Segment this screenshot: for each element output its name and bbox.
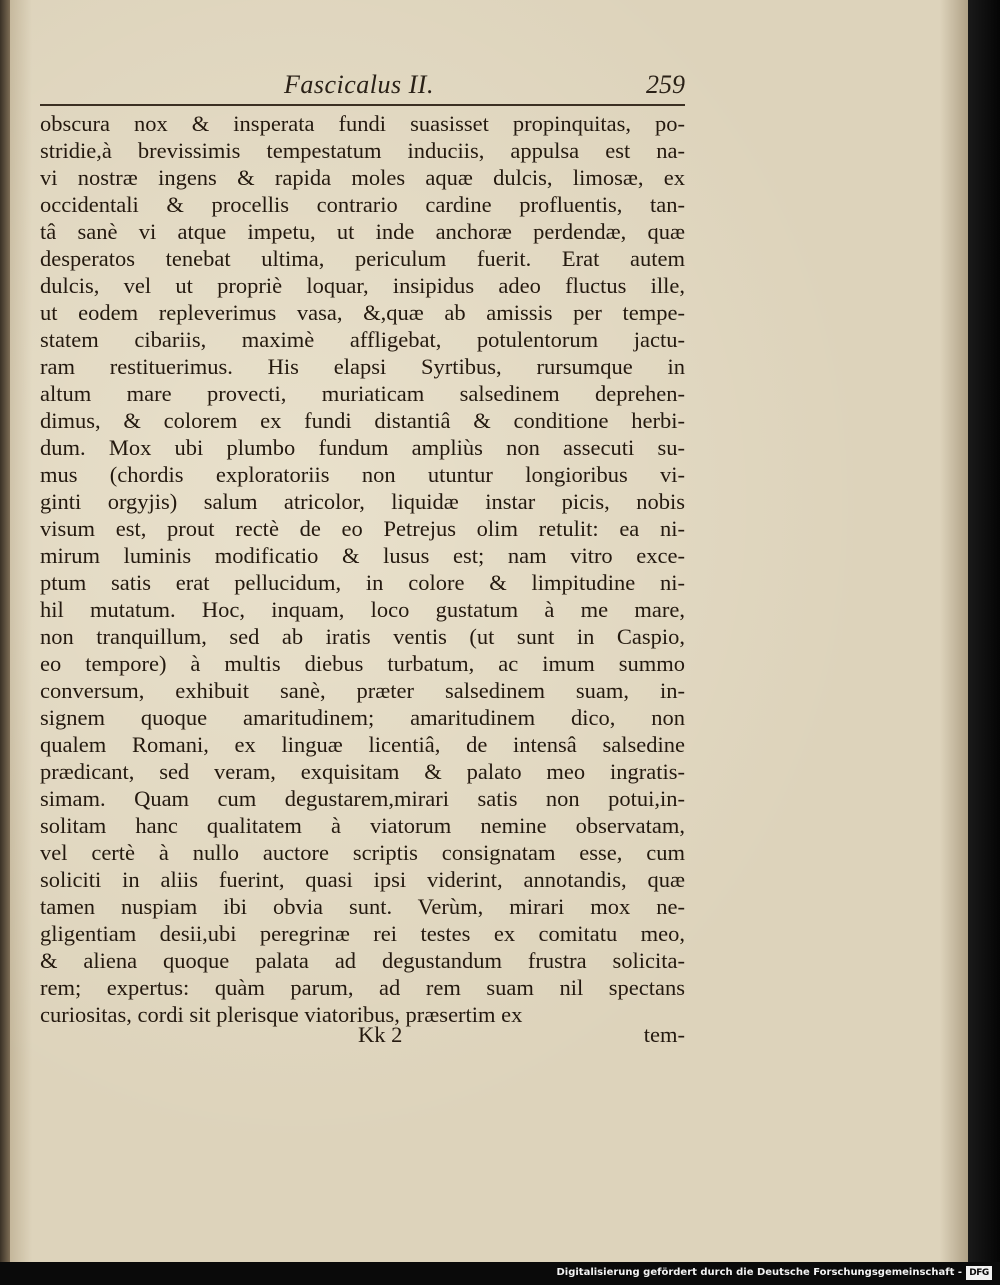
text-line: vel certè à nullo auctore scriptis consignatam esse, cum xyxy=(40,840,685,865)
text-line: mirum luminis modificatio & lusus est; nam vitro exce- xyxy=(40,543,685,568)
text-line: occidentali & procellis contrario cardine profluentis, tan- xyxy=(40,192,685,217)
text-line: tâ sanè vi atque impetu, ut inde anchoræ perdendæ, quæ xyxy=(40,219,685,244)
text-line: ram restituerimus. His elapsi Syrtibus, rursumque in xyxy=(40,354,685,379)
page-footer xyxy=(40,1022,685,1050)
text-line: ginti orgyjis) salum atricolor, liquidæ instar picis, nobis xyxy=(40,489,685,514)
text-line: qualem Romani, ex linguæ licentiâ, de intensâ salsedine xyxy=(40,732,685,757)
text-line: ut eodem repleverimus vasa, &,quæ ab amissis per tempe- xyxy=(40,300,685,325)
credit-bar xyxy=(0,1262,1000,1285)
text-line: vi nostræ ingens & rapida moles aquæ dulcis, limosæ, ex xyxy=(40,165,685,190)
header-rule xyxy=(40,104,685,106)
text-line: stridie,à brevissimis tempestatum induciis, appulsa est na- xyxy=(40,138,685,163)
text-line: & aliena quoque palata ad degustandum frustra solicita- xyxy=(40,948,685,973)
text-line: non tranquillum, sed ab iratis ventis (ut sunt in Caspio, xyxy=(40,624,685,649)
text-line: obscura nox & insperata fundi suasisset propinquitas, po- xyxy=(40,111,685,136)
text-line: dulcis, vel ut propriè loquar, insipidus adeo fluctus ille, xyxy=(40,273,685,298)
text-line: statem cibariis, maximè affligebat, potulentorum jactu- xyxy=(40,327,685,352)
text-line: mus (chordis exploratoriis non utuntur longioribus vi- xyxy=(40,462,685,487)
text-line: tamen nuspiam ibi obvia sunt. Verùm, mirari mox ne- xyxy=(40,894,685,919)
text-line: rem; expertus: quàm parum, ad rem suam nil spectans xyxy=(40,975,685,1000)
credit-text: Digitalisierung gefördert durch die Deutsche Forschungsgemeinschaft - xyxy=(556,1267,962,1278)
text-line: eo tempore) à multis diebus turbatum, ac imum summo xyxy=(40,651,685,676)
running-title: Fascicalus II. xyxy=(284,70,434,99)
text-line: dum. Mox ubi plumbo fundum ampliùs non assecuti su- xyxy=(40,435,685,460)
text-line: visum est, prout rectè de eo Petrejus olim retulit: ea ni- xyxy=(40,516,685,541)
text-line: simam. Quam cum degustarem,mirari satis non potui,in- xyxy=(40,786,685,811)
scan-background xyxy=(968,0,1000,1262)
text-line: dimus, & colorem ex fundi distantiâ & conditione herbi- xyxy=(40,408,685,433)
text-line: hil mutatum. Hoc, inquam, loco gustatum à me mare, xyxy=(40,597,685,622)
text-line: altum mare provecti, muriaticam salsedinem deprehen- xyxy=(40,381,685,406)
body-text xyxy=(40,110,685,1028)
text-line: desperatos tenebat ultima, periculum fuerit. Erat autem xyxy=(40,246,685,271)
text-line: ptum satis erat pellucidum, in colore & limpitudine ni- xyxy=(40,570,685,595)
text-line: curiositas, cordi sit plerisque viatoribus, præsertim ex xyxy=(40,1002,523,1027)
text-line: prædicant, sed veram, exquisitam & palato meo ingratis- xyxy=(40,759,685,784)
text-line: soliciti in aliis fuerint, quasi ipsi viderint, annotandis, quæ xyxy=(40,867,685,892)
signature-mark: Kk 2 xyxy=(358,1022,403,1047)
text-line: solitam hanc qualitatem à viatorum nemine observatam, xyxy=(40,813,685,838)
dfg-logo-icon: DFG xyxy=(966,1266,992,1280)
page-header xyxy=(40,70,685,104)
book-spine-edge xyxy=(0,0,10,1262)
page-number: 259 xyxy=(646,70,685,99)
text-line: conversum, exhibuit sanè, præter salsedinem suam, in- xyxy=(40,678,685,703)
text-line: gligentiam desii,ubi peregrinæ rei testes ex comitatu meo, xyxy=(40,921,685,946)
catchword: tem- xyxy=(643,1022,685,1047)
text-line: signem quoque amaritudinem; amaritudinem dico, non xyxy=(40,705,685,730)
